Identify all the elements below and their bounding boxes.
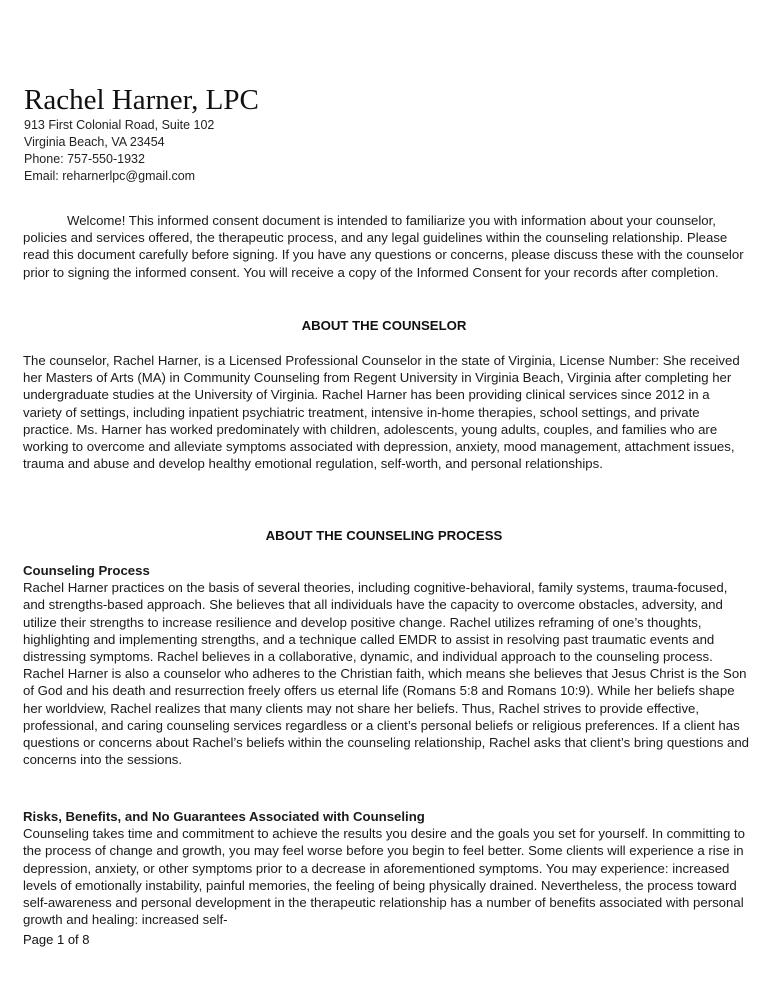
counselor-name: Rachel Harner, LPC [24,84,259,116]
letterhead [24,84,259,185]
address-line-2: Virginia Beach, VA 23454 [24,135,165,149]
welcome-paragraph: Welcome! This informed consent document is intended to familiarize you with information about your counselor, policies and services offered, the therapeutic process, and any legal guidelines within the counseling relationship. Please read this document carefully before signing. If you have any questions or concerns, please discuss these with the counselor prior to signing the informed consent. You will receive a copy of the Informed Consent for your records after completion. [23,213,744,280]
page-number: Page 1 of 8 [23,932,90,947]
phone-line: Phone: 757-550-1932 [24,152,145,166]
counseling-process-subheading: Counseling Process [23,563,150,578]
email-line: Email: reharnerlpc@gmail.com [24,169,196,183]
counseling-process-section [23,562,749,768]
risks-section [23,808,749,928]
counseling-process-paragraph-2: Rachel Harner is also a counselor who adheres to the Christian faith, which means she believes that Jesus Christ is the Son of God and his death and resurrection freely offers us eternal life (Romans 5:8 and Romans 10:9). While her beliefs shape her worldview, Rachel realizes that many clients may not share her beliefs. Thus, Rachel strives to provide effective, professional, and caring counseling services regardless or a client’s personal beliefs or religious preferences. If a client has questions or concerns about Rachel’s beliefs within the counseling relationship, Rachel asks that client’s bring questions and concerns into the sessions. [23,666,749,768]
counseling-process-paragraph-1: Rachel Harner practices on the basis of several theories, including cognitive-behavioral, family systems, trauma-focused, and strengths-based approach. She believes that all individuals have the capacity to overcome obstacles, adversity, and utilize their strengths to increase resilience and develop positive change. Rachel utilizes reframing of one’s thoughts, highlighting and implementing strengths, and a technique called EMDR to assist in resolving past traumatic events and distressing symptoms. Rachel believes in a collaborative, dynamic, and individual approach to the counseling process. [23,580,728,665]
about-process-heading: ABOUT THE COUNSELING PROCESS [265,528,503,543]
address-line-1: 913 First Colonial Road, Suite 102 [24,118,215,132]
risks-paragraph: Counseling takes time and commitment to achieve the results you desire and the goals you set for yourself. In committing to the process of change and growth, you may feel worse before you begin to feel better. Some clients will experience a rise in depression, anxiety, or other symptoms prior to a decrease in aforementioned symptoms. You may experience: increased levels of emotionally instability, painful memories, the feeling of being physically drained. Nevertheless, the process toward self-awareness and personal development in the therapeutic relationship has a number of benefits associated with personal growth and healing: increased self- [23,826,746,928]
about-counselor-paragraph: The counselor, Rachel Harner, is a Licensed Professional Counselor in the state of Virginia, License Number: She received her Masters of Arts (MA) in Community Counseling from Regent University in Virginia Beach, Virginia after completing her undergraduate studies at the University of Virginia. Rachel Harner has been providing clinical services since 2012 in a variety of settings, including inpatient psychiatric treatment, intensive in-home therapies, school settings, and private practice. Ms. Harner has worked predominately with children, adolescents, young adults, couples, and families who are working to overcome and alleviate symptoms associated with depression, anxiety, mood management, attachment issues, trauma and abuse and develop healthy emotional regulation, self-worth, and personal relationships. [23,353,740,472]
about-counselor-heading: ABOUT THE COUNSELOR [301,318,467,333]
risks-subheading: Risks, Benefits, and No Guarantees Associated with Counseling [23,809,425,824]
